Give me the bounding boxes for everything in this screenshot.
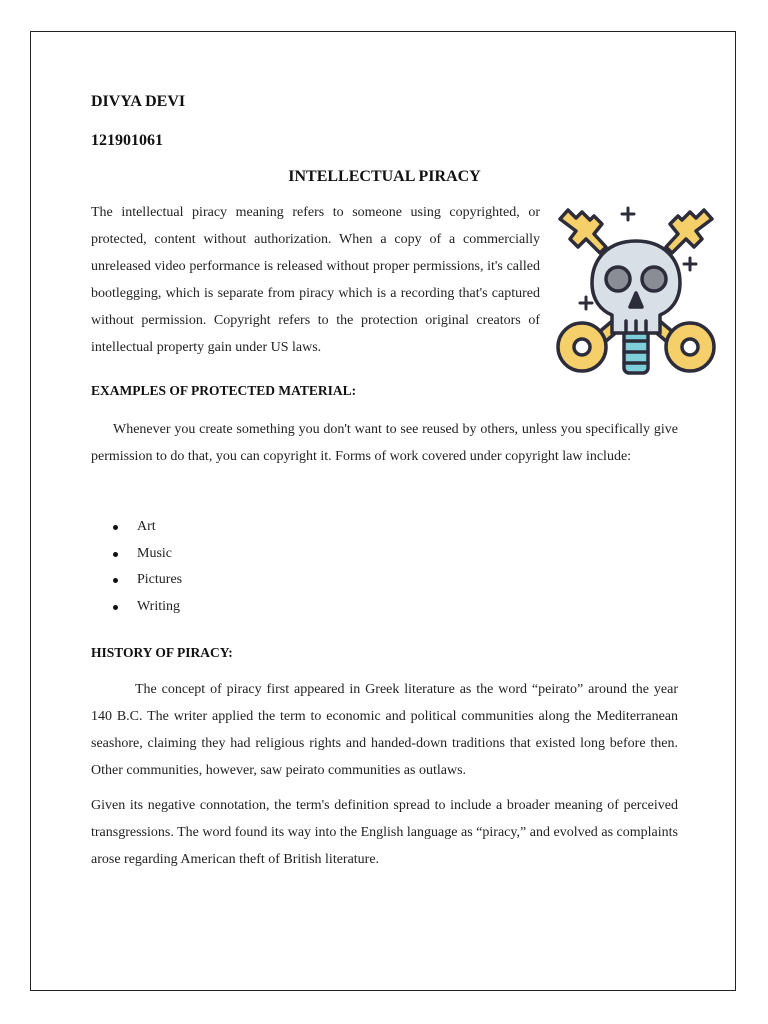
list-item: Art xyxy=(91,514,182,541)
history-paragraph-2: Given its negative connotation, the term's definition spread to include a broader meaning of perceived transgressions. The word found its way into the English language as “piracy,” and evolved as complaints arose regarding American theft of British literature. xyxy=(91,798,678,867)
list-item: Music xyxy=(91,541,182,568)
document-title: INTELLECTUAL PIRACY xyxy=(288,168,481,185)
list-item: Pictures xyxy=(91,567,182,594)
examples-paragraph: Whenever you create something you don't want to see reused by others, unless you specifically give permission to do that, you can copyright it. Forms of work covered under copyright law include: xyxy=(91,422,678,464)
examples-heading: EXAMPLES OF PROTECTED MATERIAL: xyxy=(91,383,357,398)
history-heading: HISTORY OF PIRACY: xyxy=(91,645,233,660)
protected-material-list xyxy=(91,514,182,620)
intro-paragraph: The intellectual piracy meaning refers to someone using copyrighted, or protected, content without authorization. When a copy of a commercially unreleased video performance is released without proper permissions, it's called bootlegging, which is separate from piracy which is a recording that's captured without permission. Copyright refers to the protection original creators of intellectual property gain under US laws. xyxy=(91,205,540,355)
student-id: 121901061 xyxy=(91,132,163,149)
author-name: DIVYA DEVI xyxy=(91,93,186,110)
list-item: Writing xyxy=(91,594,182,621)
skull-with-crossed-keys-icon xyxy=(554,201,718,377)
history-paragraph-1: The concept of piracy first appeared in Greek literature as the word “peirato” around the year 140 B.C. The writer applied the term to economic and political communities along the Mediterranean seashore, claiming they had religious rights and handed-down traditions that existed long before then. Other communities, however, saw peirato communities as outlaws. xyxy=(91,682,678,778)
